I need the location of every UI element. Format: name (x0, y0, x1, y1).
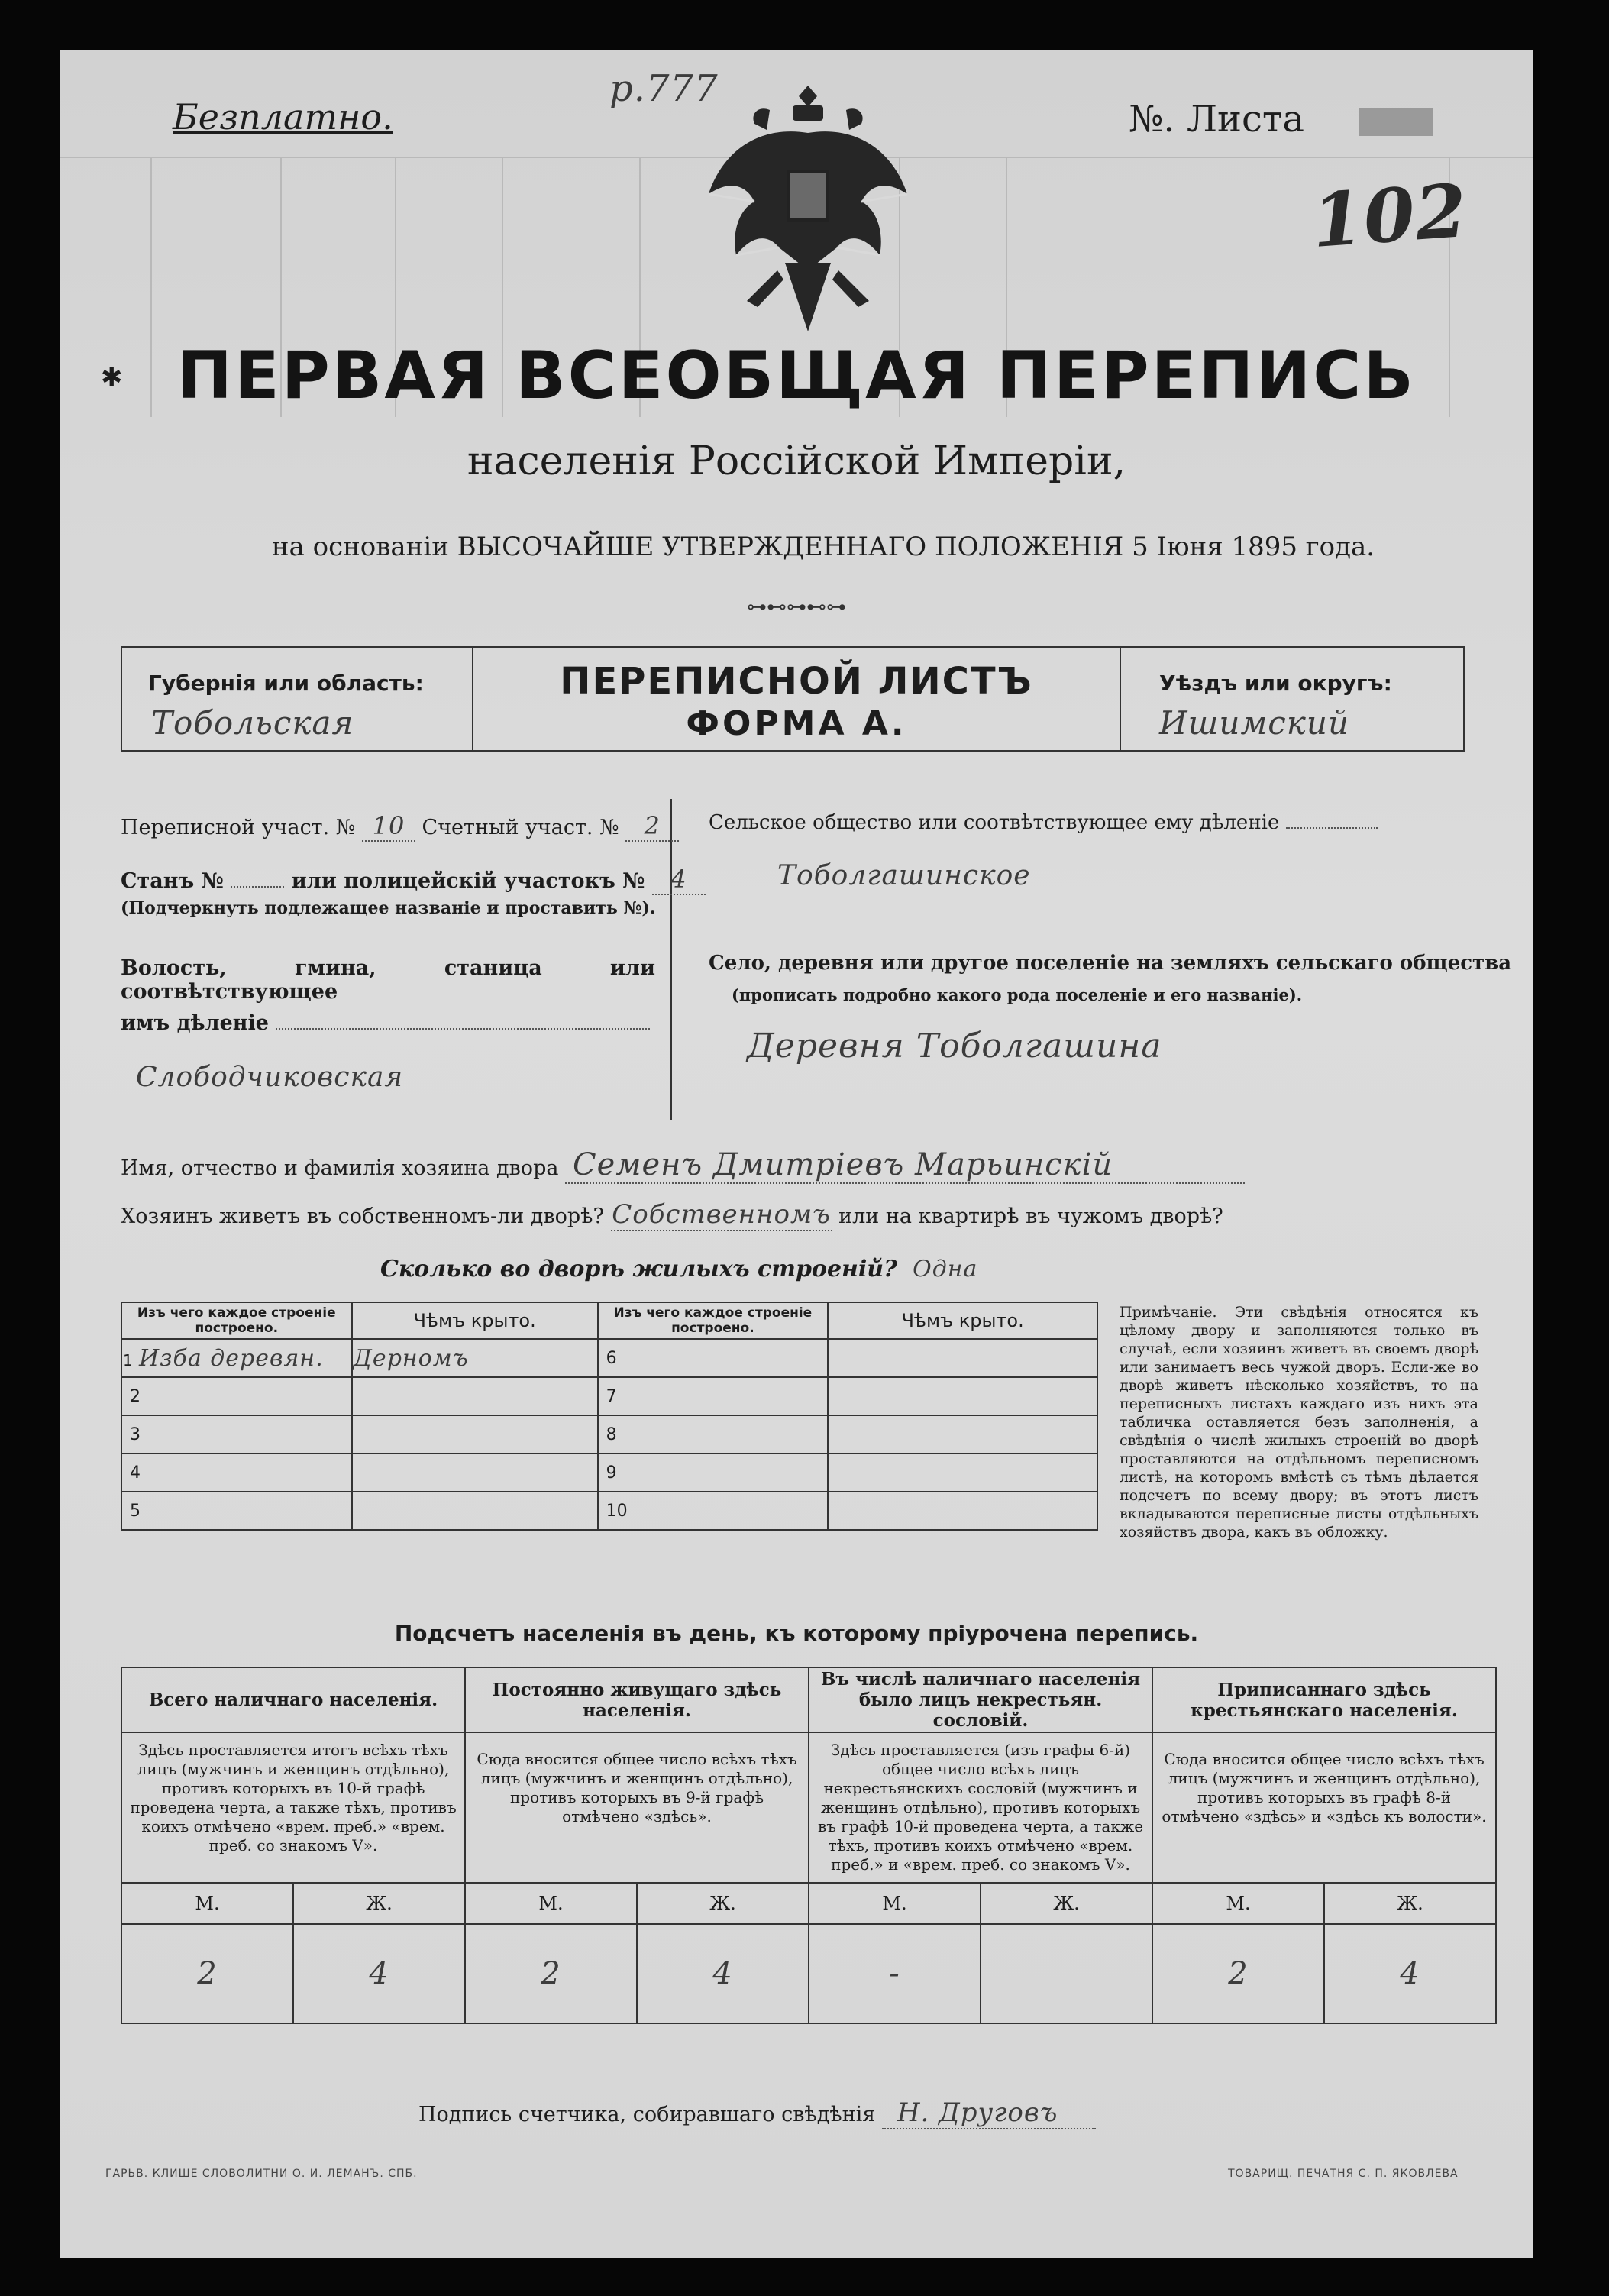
society-field (709, 811, 1378, 834)
zh-label-3: Ж. (981, 1883, 1152, 1924)
m-label-2: М. (465, 1883, 637, 1924)
table-row (121, 1454, 1097, 1492)
owner-residence-field (121, 1199, 1223, 1231)
station-field (121, 865, 706, 895)
printer-imprint-left: ГАРЬВ. КЛИШЕ СЛОВОЛИТНИ О. И. ЛЕМАНЪ. СПБ. (105, 2168, 418, 2180)
owner-name-field (121, 1147, 1245, 1184)
station-label: Станъ № (121, 869, 224, 893)
col-material-right: Изъ чего каждое строеніе построено. (598, 1302, 829, 1339)
summary-desc-3: Здѣсь проставляется (изъ графы 6-й) общее число всѣхъ лицъ некрестьянскихъ сословій (мужчинъ и женщинъ отдѣльно), противъ которыхъ въ графѣ 10-й проведена черта, а также тѣхъ, противъ коихъ отмѣчено «врем. преб.» и «врем. преб. со знакомъ V». (809, 1732, 1152, 1883)
cell-roof-2 (352, 1377, 598, 1415)
district-value: Ишимский (1159, 704, 1349, 742)
society-value: Тоболгашинское (777, 860, 1031, 891)
summary-sex-row (121, 1883, 1496, 1924)
summary-desc-1: Здѣсь проставляется итогъ всѣхъ тѣхъ лицъ (мужчинъ и женщинъ отдѣльно), противъ которыхъ въ 10-й графѣ проведена черта, а также тѣхъ, противъ коихъ отмѣчено «врем. преб.» «врем. преб. со знакомъ V». (121, 1732, 465, 1883)
cell-material-2: 2 (121, 1377, 352, 1415)
sheet-number-label: №. Листа (1129, 98, 1305, 141)
volost-blank (276, 1028, 650, 1030)
volost-label-2: имъ дѣленіе (121, 1011, 269, 1035)
m-value-2: 2 (465, 1924, 637, 2023)
form-divider-left (472, 646, 473, 752)
table-row (121, 1492, 1097, 1530)
form-code: ФОРМА А. (686, 704, 907, 743)
cell-roof-10 (828, 1492, 1097, 1530)
cell-roof-8 (828, 1415, 1097, 1454)
census-plot-label: Переписной участ. № (121, 816, 356, 839)
zh-value-2: 4 (637, 1924, 809, 2023)
buildings-value: Одна (913, 1256, 978, 1282)
m-label-3: М. (809, 1883, 981, 1924)
summary-title: Подсчетъ населенія въ день, къ которому пріурочена перепись. (394, 1621, 1199, 1646)
zh-label-1: Ж. (293, 1883, 465, 1924)
cell-roof-1: Дерномъ (352, 1339, 598, 1377)
zh-value-3 (981, 1924, 1152, 2023)
summary-head-3: Въ числѣ наличнаго населенія было лицъ некрестьян. сословій. (809, 1667, 1152, 1732)
province-value: Тобольская (151, 704, 354, 742)
m-label-4: М. (1152, 1883, 1324, 1924)
free-label: Безплатно. (173, 96, 393, 137)
imperial-eagle-icon (693, 79, 922, 339)
table-row (121, 1339, 1097, 1377)
summary-head-4: Приписаннаго здѣсь крестьянскаго населенія. (1152, 1667, 1496, 1732)
cell-material-3: 3 (121, 1415, 352, 1454)
summary-head-1: Всего наличнаго населенія. (121, 1667, 465, 1732)
form-rule-right (1463, 646, 1465, 752)
cell-material-1: 1 Изба деревян. (121, 1339, 352, 1377)
form-rule-left (121, 646, 122, 752)
signature-field (418, 2097, 1096, 2129)
cell-roof-9 (828, 1454, 1097, 1492)
station-blank (231, 886, 284, 888)
summary-desc-row (121, 1732, 1496, 1883)
own-yard-label: Хозяинъ живетъ въ собственномъ-ли дворѣ? (121, 1205, 604, 1228)
summary-head-row (121, 1667, 1496, 1732)
buildings-label: Сколько во дворѣ жилыхъ строеній? (380, 1256, 897, 1282)
sheet-number-value: 102 (1309, 167, 1471, 264)
zh-label-2: Ж. (637, 1883, 809, 1924)
form-title: ПЕРЕПИСНОЙ ЛИСТЪ (560, 660, 1033, 703)
census-plot-value: 10 (362, 811, 415, 842)
cell-roof-3 (352, 1415, 598, 1454)
village-value: Деревня Тоболгашина (747, 1027, 1162, 1066)
cell-material-7: 7 (598, 1377, 829, 1415)
village-label: Село, деревня или другое поселеніе на земляхъ сельскаго общества (709, 952, 1512, 975)
printer-imprint-right: ТОВАРИЩ. ПЕЧАТНЯ С. П. ЯКОВЛЕВА (1228, 2168, 1459, 2180)
volost-label: Волость, гмина, станица или соотвѣтствующее (121, 956, 655, 1004)
ink-mark: ✱ (101, 362, 123, 393)
rent-label: или на квартирѣ въ чужомъ дворѣ? (838, 1205, 1223, 1228)
zh-value-1: 4 (293, 1924, 465, 2023)
cell-material-9: 9 (598, 1454, 829, 1492)
form-divider-right (1120, 646, 1121, 752)
summary-desc-2: Сюда вносится общее число всѣхъ тѣхъ лицъ (мужчинъ и женщинъ отдѣльно), противъ которыхъ въ 9-й графѣ отмѣчено «здѣсь». (465, 1732, 809, 1883)
station-or-label: или полицейскій участокъ № (291, 869, 645, 893)
summary-head-2: Постоянно живущаго здѣсь населенія. (465, 1667, 809, 1732)
province-label: Губернія или область: (148, 671, 424, 696)
sheet-number-box (1359, 108, 1433, 136)
col-roof-left: Чѣмъ крыто. (352, 1302, 598, 1339)
volost-value: Слободчиковская (136, 1062, 404, 1093)
census-plot-field (121, 811, 679, 842)
col-material-left: Изъ чего каждое строеніе построено. (121, 1302, 352, 1339)
archive-reference: р.777 (609, 67, 719, 110)
m-value-1: 2 (121, 1924, 293, 2023)
cell-roof-7 (828, 1377, 1097, 1415)
summary-values-row (121, 1924, 1496, 2023)
legal-basis: на основаніи ВЫСОЧАЙШЕ УТВЕРЖДЕННАГО ПОЛОЖЕНІЯ 5 Іюня 1895 года. (271, 532, 1375, 562)
cell-material-10: 10 (598, 1492, 829, 1530)
form-rule-bottom (121, 750, 1465, 752)
buildings-note: Примѣчаніе. Эти свѣдѣнія относятся къ цѣлому двору и заполняются только въ случаѣ, если хозяинъ живетъ въ своемъ дворѣ или занимаетъ весь чужой дворъ. Если-же во дворѣ живетъ нѣсколько хозяйствъ, то на переписныхъ листахъ каждаго изъ нихъ эта табличка оставляется безъ заполненія, а свѣдѣнія о числѣ жилыхъ строеній во дворѣ проставляются на отдѣльномъ переписномъ листѣ, на которомъ вмѣстѣ съ тѣмъ дѣлается подсчетъ по всему двору; въ этотъ листъ вкладываются переписные листы отдѣльныхъ хозяйствъ двора, какъ въ обложку. (1120, 1304, 1478, 1541)
cell-material-4: 4 (121, 1454, 352, 1492)
m-value-4: 2 (1152, 1924, 1324, 2023)
census-sheet (60, 50, 1533, 2258)
owner-name-value: Семенъ Дмитріевъ Марьинскій (565, 1147, 1245, 1184)
page-title: ПЕРВАЯ ВСЕОБЩАЯ ПЕРЕПИСЬ (177, 338, 1416, 414)
cell-roof-6 (828, 1339, 1097, 1377)
cell-material-5: 5 (121, 1492, 352, 1530)
buildings-table (121, 1302, 1098, 1531)
cell-roof-4 (352, 1454, 598, 1492)
title-ornament: ⊶⊷⊶⊷⊶ (747, 596, 846, 619)
m-value-3: - (809, 1924, 981, 2023)
cell-roof-5 (352, 1492, 598, 1530)
village-note: (прописать подробно какого рода поселеніе и его названіе). (732, 985, 1303, 1004)
table-row (121, 1377, 1097, 1415)
table-row (121, 1415, 1097, 1454)
zh-label-4: Ж. (1324, 1883, 1496, 1924)
m-label-1: М. (121, 1883, 293, 1924)
col-roof-right: Чѣмъ крыто. (828, 1302, 1097, 1339)
station-note: (Подчеркнуть подлежащее названіе и проставить №). (121, 898, 656, 918)
form-rule-top (121, 646, 1465, 648)
signature-value: Н. Друговъ (882, 2097, 1096, 2129)
owner-name-label: Имя, отчество и фамилія хозяина двора (121, 1156, 559, 1180)
zh-value-4: 4 (1324, 1924, 1496, 2023)
station-value: 4 (652, 865, 706, 895)
page-subtitle: населенія Россійской Имперіи, (467, 438, 1126, 484)
own-yard-value: Собственномъ (612, 1199, 831, 1230)
society-blank (1286, 827, 1378, 829)
cell-material-6: 6 (598, 1339, 829, 1377)
summary-desc-4: Сюда вносится общее число всѣхъ тѣхъ лицъ (мужчинъ и женщинъ отдѣльно), противъ которыхъ въ графѣ 8-й отмѣчено «здѣсь» и «здѣсь къ волости». (1152, 1732, 1496, 1883)
counting-plot-value: 2 (625, 811, 679, 842)
buildings-field (380, 1256, 977, 1282)
summary-table (121, 1667, 1497, 2024)
fields-divider (670, 799, 672, 1120)
society-label: Сельское общество или соотвѣтствующее ему дѣленіе (709, 811, 1280, 834)
cell-material-8: 8 (598, 1415, 829, 1454)
volost-label-2-field (121, 1011, 655, 1035)
district-label: Уѣздъ или округъ: (1159, 671, 1392, 696)
counting-plot-label: Счетный участ. № (422, 816, 619, 839)
signature-label: Подпись счетчика, собиравшаго свѣдѣнія (418, 2103, 876, 2126)
